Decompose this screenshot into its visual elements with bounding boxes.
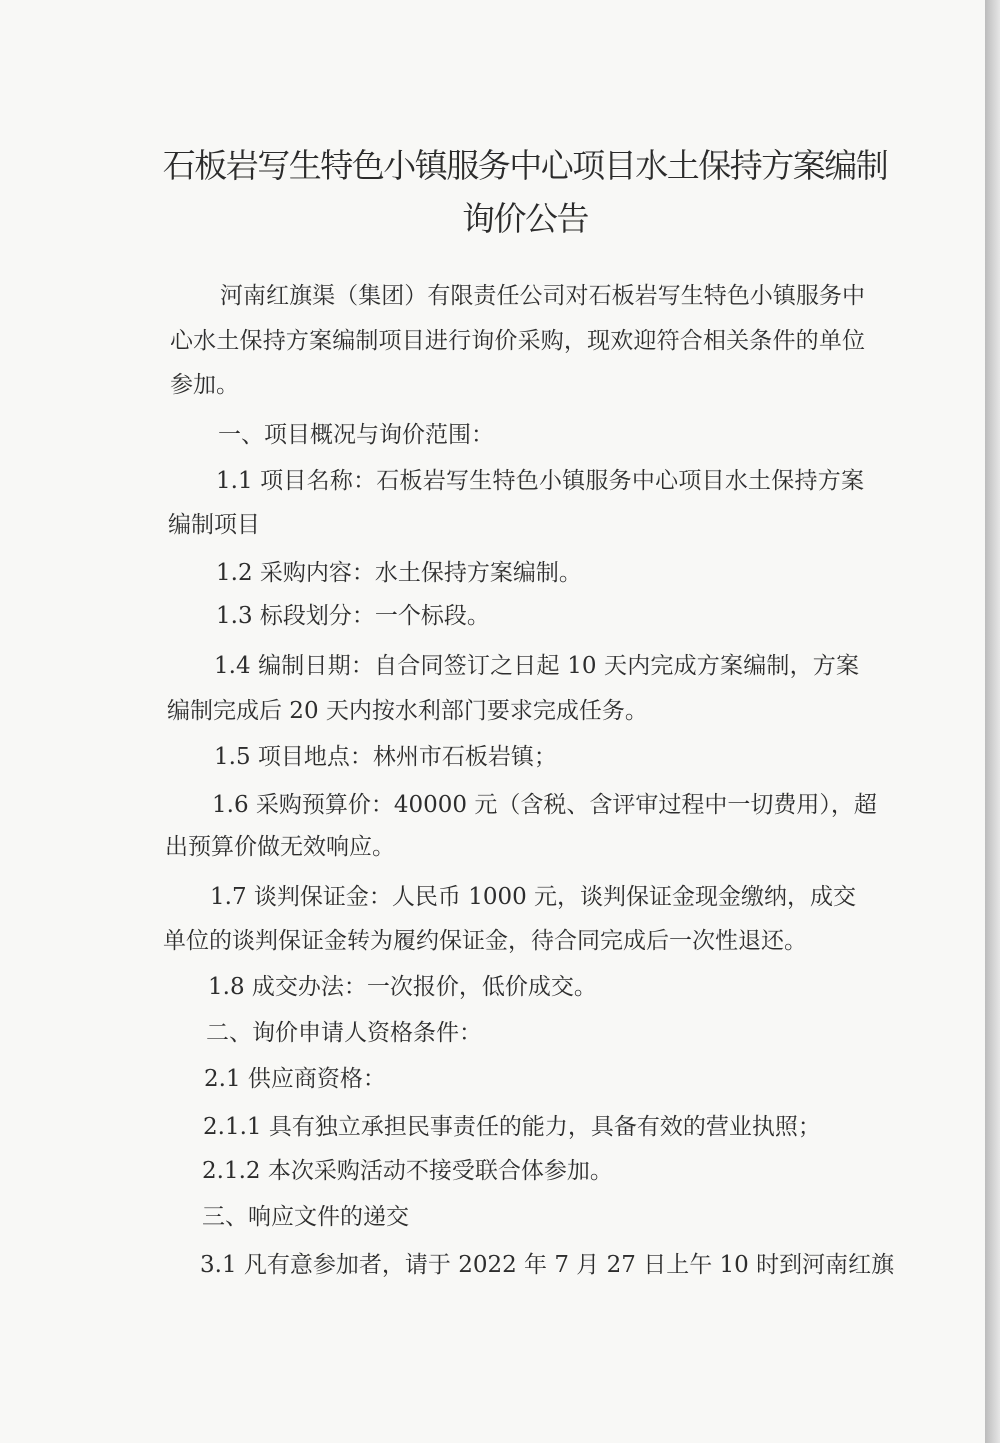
document-title-line-2: 询价公告 bbox=[462, 199, 588, 238]
section-heading-3: 三、响应文件的递交 bbox=[202, 1204, 409, 1230]
body-line: 编制项目 bbox=[168, 512, 260, 538]
body-line: 1.8 成交办法：一次报价，低价成交。 bbox=[208, 974, 597, 1000]
body-line: 1.5 项目地点：林州市石板岩镇； bbox=[214, 744, 557, 770]
body-line: 编制完成后 20 天内按水利部门要求完成任务。 bbox=[167, 698, 648, 724]
body-line: 1.1 项目名称：石板岩写生特色小镇服务中心项目水土保持方案 bbox=[216, 468, 864, 494]
section-heading-1: 一、项目概况与询价范围： bbox=[218, 422, 494, 448]
body-line: 1.2 采购内容：水土保持方案编制。 bbox=[216, 560, 582, 586]
body-line: 参加。 bbox=[170, 372, 239, 398]
body-line: 1.3 标段划分：一个标段。 bbox=[216, 603, 490, 629]
body-line: 3.1 凡有意参加者，请于 2022 年 7 月 27 日上午 10 时到河南红旗 bbox=[200, 1252, 895, 1278]
body-line: 1.7 谈判保证金：人民币 1000 元，谈判保证金现金缴纳，成交 bbox=[210, 884, 857, 910]
body-line: 1.4 编制日期：自合同签订之日起 10 天内完成方案编制，方案 bbox=[214, 653, 859, 679]
body-line: 单位的谈判保证金转为履约保证金，待合同完成后一次性退还。 bbox=[163, 928, 807, 954]
section-heading-2: 二、询价申请人资格条件： bbox=[206, 1020, 482, 1046]
page-edge-shadow bbox=[985, 0, 1000, 1443]
body-line: 1.6 采购预算价：40000 元（含税、含评审过程中一切费用），超 bbox=[212, 792, 877, 818]
body-line: 2.1.2 本次采购活动不接受联合体参加。 bbox=[202, 1158, 613, 1184]
body-line: 出预算价做无效响应。 bbox=[165, 834, 395, 860]
body-line: 心水土保持方案编制项目进行询价采购，现欢迎符合相关条件的单位 bbox=[170, 328, 865, 354]
body-line: 河南红旗渠（集团）有限责任公司对石板岩写生特色小镇服务中 bbox=[220, 283, 865, 309]
body-line: 2.1 供应商资格： bbox=[204, 1066, 386, 1092]
document-title-line-1: 石板岩写生特色小镇服务中心项目水土保持方案编制 bbox=[162, 146, 888, 185]
body-line: 2.1.1 具有独立承担民事责任的能力，具备有效的营业执照； bbox=[203, 1114, 821, 1140]
